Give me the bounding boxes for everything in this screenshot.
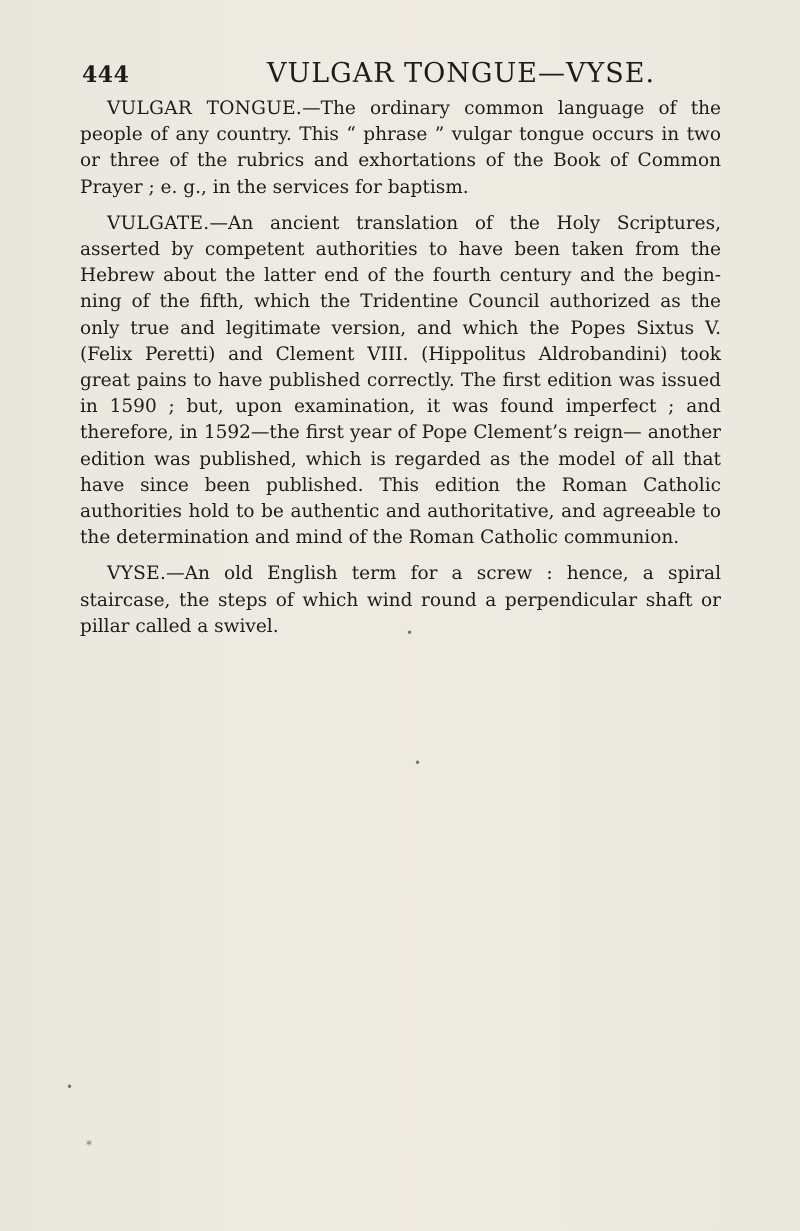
dictionary-entries [80,96,721,650]
entry-headword: VULGATE. [107,212,210,234]
entry-headword: VYSE. [107,563,167,585]
entry-headword: VULGAR TONGUE. [107,98,303,119]
entry-body: —The ordinary common language of the people of any country. This “ phrase ” vulgar tongue occurs in two or three of the rubrics and exhortations of the Book of Common Prayer ; e. g., in the services for baptism. [80,98,721,198]
speck-mark: * [86,1138,92,1152]
speck-mark: • [406,626,414,640]
entry-body: —An old English term for a screw : hence, a spiral staircase, the steps of which wind round a perpendicular shaft or pillar called a swivel. [80,563,721,637]
running-title: VULGAR TONGUE—VYSE. [267,58,656,89]
entry-vulgate [80,211,721,552]
entry-vulgar-tongue [80,96,721,201]
entry-body: —An ancient translation of the Holy Scriptures, asserted by competent authorities to have been taken from the Hebrew about the latter end of the fourth century and the begin- ning of the fifth, which the Tridentine Council authorized as the only true and legitimate version, and which the Popes Sixtus V. (Felix Peretti) and Clement VIII. (Hippolitus Aldrobandini) took great pains to have published correctly. The first edition was issued in 1590 ; but, upon examination, it was found imperfect ; and therefore, in 1592—the first year of Pope Clement’s reign— another edition was published, which is regarded as the model of all that have since been published. This edition the Roman Catholic authorities hold to be authentic and authoritative, and agreeable to the determination and mind of the Roman Catholic communion. [80,212,721,549]
page-number: 444 [82,62,130,88]
speck-mark: • [414,756,422,770]
page-header [82,58,722,98]
entry-vyse [80,561,721,640]
speck-mark: • [66,1080,74,1094]
